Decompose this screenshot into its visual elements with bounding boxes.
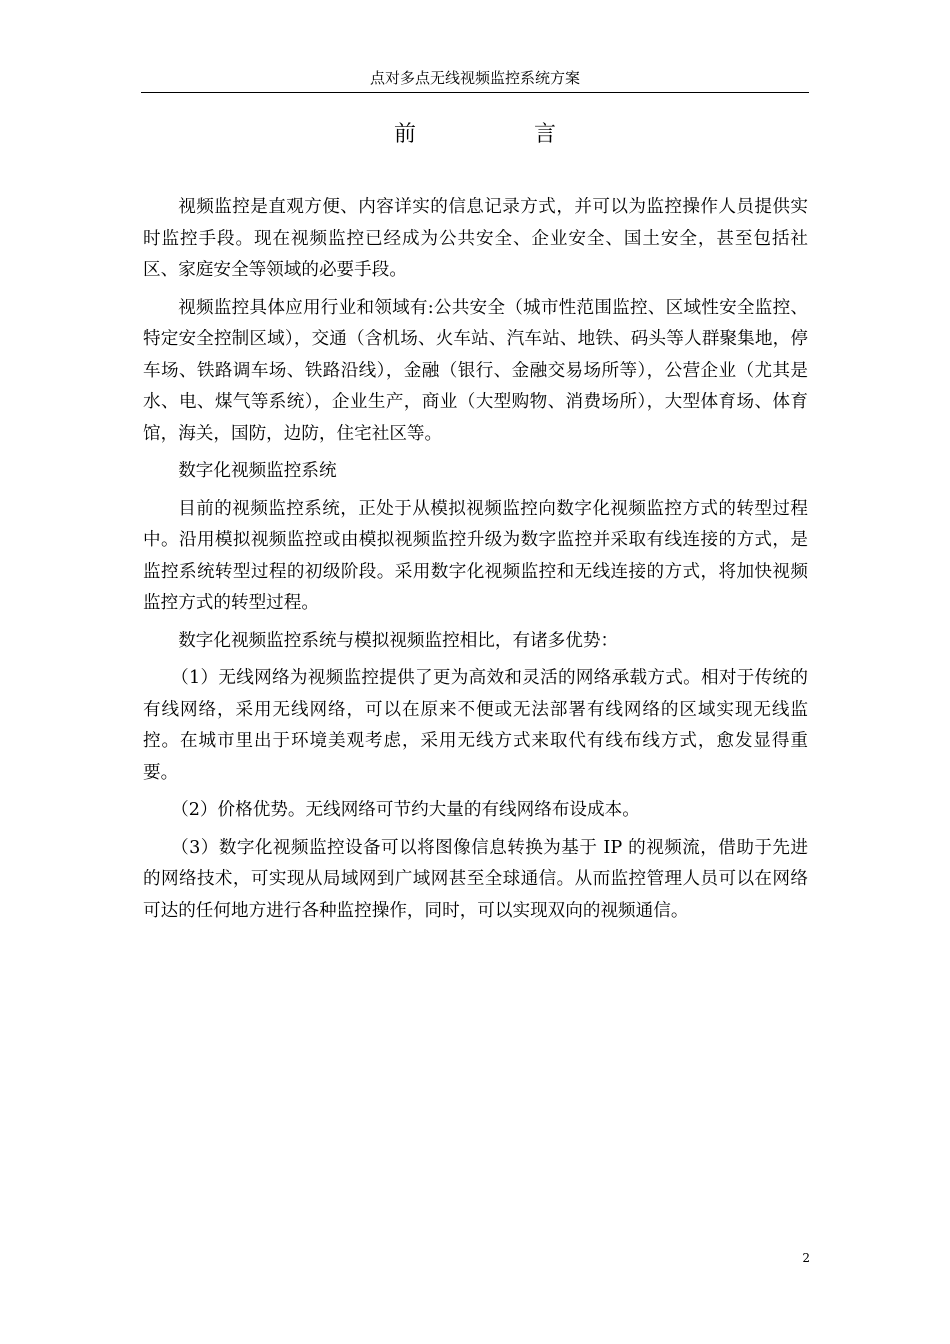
header-rule [141, 92, 809, 93]
paragraph-subheading: 数字化视频监控系统 [178, 461, 337, 481]
section-heading: 前言 [393, 122, 674, 147]
paragraph-advantages-intro: 数字化视频监控系统与模拟视频监控相比，有诸多优势： [178, 630, 619, 651]
running-header [141, 67, 809, 93]
body-text [143, 192, 808, 933]
header-title: 点对多点无线视频监控系统方案 [369, 69, 580, 87]
paragraph-applications: 视频监控具体应用行业和领域有:公共安全（城市性范围监控、区域性安全监控、特定安全控制区域），交通（含机场、火车站、汽车站、地铁、码头等人群聚集地，停车场、铁路调车场、铁路沿线），金融（银行、金融交易场所等），公营企业（尤其是水、电、煤气等系统），企业生产，商业（大型购物、消费场所），大型体育场、体育馆，海关，国防，边防，住宅社区等。 [143, 297, 808, 444]
paragraph-advantage-3: （3）数字化视频监控设备可以将图像信息转换为基于 IP 的视频流，借助于先进的网络技术，可实现从局域网到广域网甚至全球通信。从而监控管理人员可以在网络可达的任何地方进行各种监控操作，同时，可以实现双向的视频通信。 [143, 837, 808, 921]
paragraph-transition: 目前的视频监控系统，正处于从模拟视频监控向数字化视频监控方式的转型过程中。沿用模拟视频监控或由模拟视频监控升级为数字监控并采取有线连接的方式，是监控系统转型过程的初级阶段。采用数字化视频监控和无线连接的方式，将加快视频监控方式的转型过程。 [143, 498, 808, 613]
paragraph-advantage-1: （1）无线网络为视频监控提供了更为高效和灵活的网络承载方式。相对于传统的有线网络，采用无线网络，可以在原来不便或无法部署有线网络的区域实现无线监控。在城市里出于环境美观考虑，采用无线方式来取代有线布线方式，愈发显得重要。 [143, 668, 808, 783]
paragraph-advantage-2: （2）价格优势。无线网络可节约大量的有线网络布设成本。 [171, 800, 640, 820]
paragraph-intro: 视频监控是直观方便、内容详实的信息记录方式，并可以为监控操作人员提供实时监控手段。现在视频监控已经成为公共安全、企业安全、国土安全，甚至包括社区、家庭安全等领域的必要手段。 [143, 197, 808, 280]
page-number: 2 [802, 1251, 810, 1265]
